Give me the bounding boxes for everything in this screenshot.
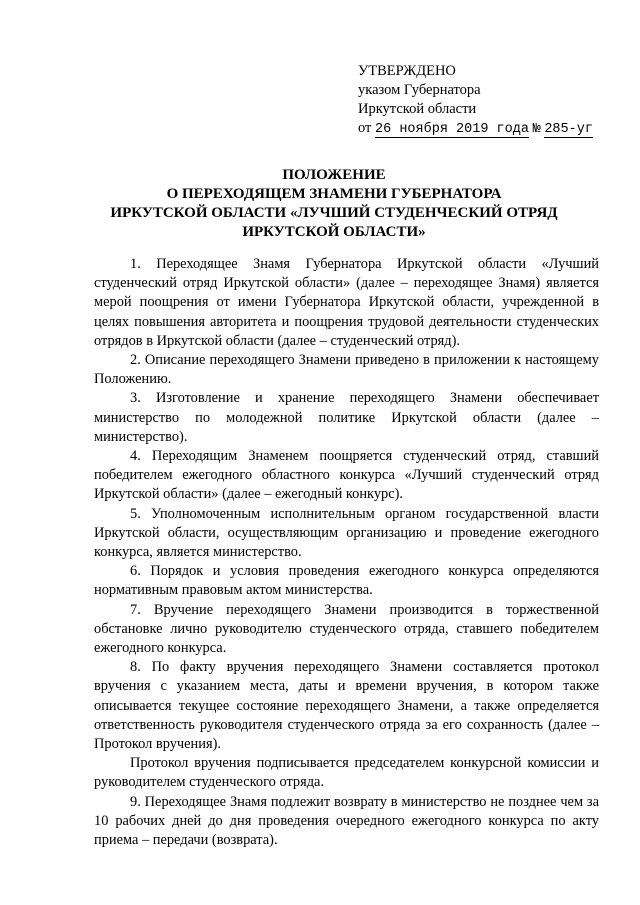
paragraph-1: 1. Переходящее Знамя Губернатора Иркутской области «Лучший студенческий отряд Иркутской области» (далее – переходящее Знамя) является мерой поощрения от имени Губернатора Иркутской области, учрежденной в целях повышения авторитета и поощрения трудовой деятельности студенческих отрядов в Иркутской области (далее – студенческий отряд). (94, 256, 599, 349)
paragraph-7: 7. Вручение переходящего Знамени производится в торжественной обстановке лично руководителю студенческого отряда, ставшего победителем ежегодного конкурса. (94, 601, 599, 657)
approval-region-line: Иркутской области (358, 101, 477, 117)
paragraph-8: 8. По факту вручения переходящего Знамени составляется протокол вручения с указанием места, даты и времени вручения, в котором также описывается текущее состояние переходящего Знамени, а также определяется ответственность руководителя студенческого отряда за его сохранность (далее – Протокол вручения). (94, 659, 599, 753)
title-line-4: ИРКУТСКОЙ ОБЛАСТИ» (242, 224, 426, 240)
decree-number: 285-уг (544, 122, 593, 137)
title-line-3: ИРКУТСКОЙ ОБЛАСТИ «ЛУЧШИЙ СТУДЕНЧЕСКИЙ ОТРЯД (110, 205, 558, 221)
approval-stamp (358, 62, 593, 139)
paragraph-2: 2. Описание переходящего Знамени приведено в приложении к настоящему Положению. (94, 352, 599, 388)
paragraph-9: 9. Переходящее Знамя подлежит возврату в министерство не позднее чем за 10 рабочих дней до дня проведения очередного ежегодного конкурса по акту приема – передачи (возврата). (94, 793, 599, 849)
approval-heading: УТВЕРЖДЕНО (358, 63, 456, 79)
paragraph-5: 5. Уполномоченным исполнительным органом государственной власти Иркутской области, осуществляющим организацию и проведение ежегодного конкурса, является министерство. (94, 505, 599, 561)
number-sign: № (532, 122, 541, 137)
document-body (94, 255, 599, 850)
paragraph-8-continued: Протокол вручения подписывается председателем конкурсной комиссии и руководителем студенческого отряда. (94, 755, 599, 791)
title-line-2: О ПЕРЕХОДЯЩЕМ ЗНАМЕНИ ГУБЕРНАТОРА (166, 186, 502, 202)
paragraph-4: 4. Переходящим Знаменем поощряется студенческий отряд, ставший победителем ежегодного областного конкурса «Лучший студенческий отряд Иркутской области» (далее – ежегодный конкурс). (94, 448, 599, 503)
paragraph-3: 3. Изготовление и хранение переходящего Знамени обеспечивает министерство по молодежной политике Иркутской области (далее – министерство). (94, 390, 599, 445)
document-title (94, 166, 574, 242)
decree-date: 26 ноября 2019 года (375, 122, 529, 137)
approval-decree-line: указом Губернатора (358, 82, 481, 98)
paragraph-6: 6. Порядок и условия проведения ежегодного конкурса определяются нормативным правовым актом министерства. (94, 563, 599, 599)
approval-date-line (358, 119, 593, 139)
date-prefix: от (358, 120, 372, 136)
title-line-1: ПОЛОЖЕНИЕ (282, 167, 386, 183)
